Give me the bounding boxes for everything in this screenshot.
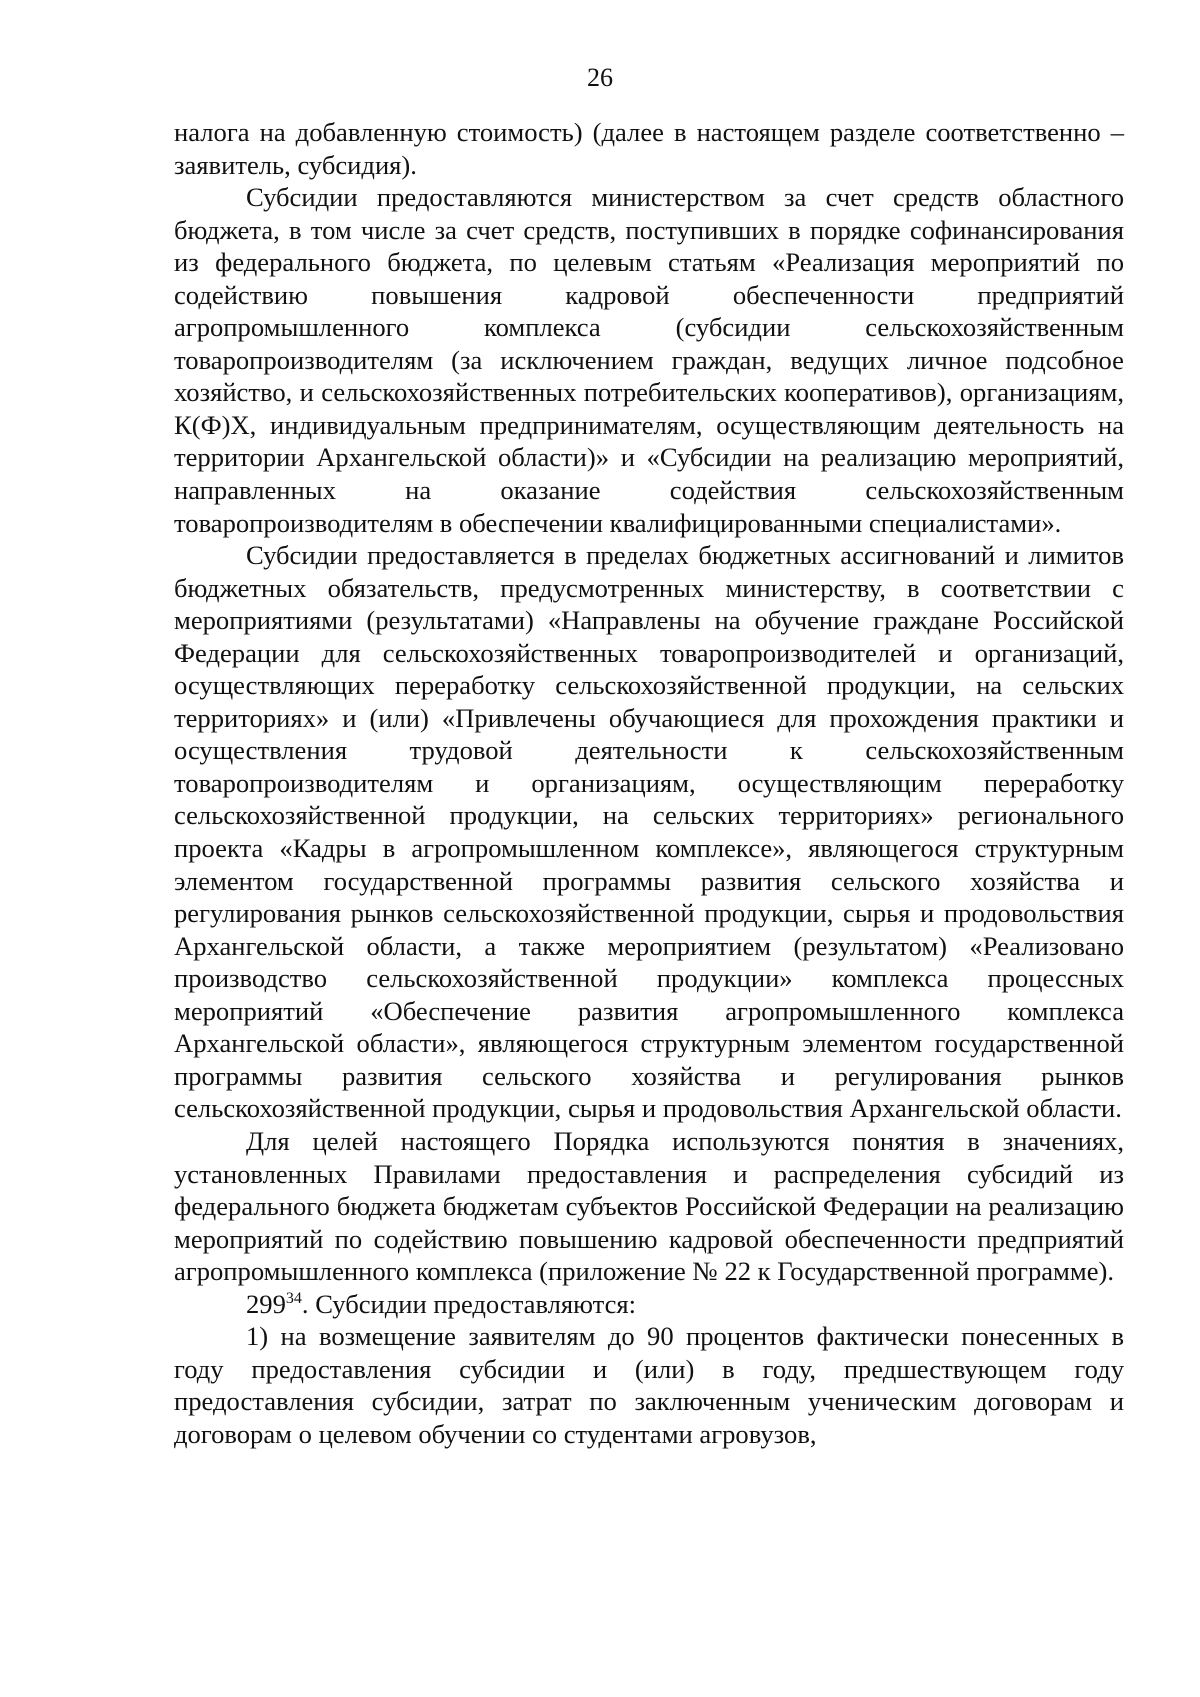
page-number: 26: [587, 63, 613, 92]
document-body: [174, 116, 1124, 1450]
paragraph-2: Субсидии предоставляются министерством за счет средств областного бюджета, в том числе за счет средств, поступивших в порядке софинансирования из федерального бюджета, по целевым статьям «Реализация мероприятий по содействию повышения кадровой обеспеченности предприятий агропромышленного комплекса (субсидии сельскохозяйственным товаропроизводителям (за исключением граждан, ведущих личное подсобное хозяйство, и сельскохозяйственных потребительских кооперативов), организациям, К(Ф)Х, индивидуальным предпринимателям, осуществляющим деятельность на территории Архангельской области)» и «Субсидии на реализацию мероприятий, направленных на оказание содействия сельскохозяйственным товаропроизводителям в обеспечении квалифицированными специалистами».: [174, 182, 1124, 538]
paragraph-3: Субсидии предоставляется в пределах бюджетных ассигнований и лимитов бюджетных обязательств, предусмотренных министерству, в соответствии с мероприятиями (результатами) «Направлены на обучение граждане Российской Федерации для сельскохозяйственных товаропроизводителей и организаций, осуществляющих переработку сельскохозяйственной продукции, на сельских территориях» и (или) «Привлечены обучающиеся для прохождения практики и осуществления трудовой деятельности к сельскохозяйственным товаропроизводителям и организациям, осуществляющим переработку сельскохозяйственной продукции, на сельских территориях» регионального проекта «Кадры в агропромышленном комплексе», являющегося структурным элементом государственной программы развития сельского хозяйства и регулирования рынков сельскохозяйственной продукции, сырья и продовольствия Архангельской области, а также мероприятием (результатом) «Реализовано производство сельскохозяйственной продукции» комплекса процессных мероприятий «Обеспечение развития агропромышленного комплекса Архангельской области», являющегося структурным элементом государственной программы развития сельского хозяйства и регулирования рынков сельскохозяйственной продукции, сырья и продовольствия Архангельской области.: [174, 540, 1124, 1124]
paragraph-1: налога на добавленную стоимость) (далее в настоящем разделе соответственно – заявитель, субсидия).: [174, 117, 1124, 180]
paragraph-4: Для целей настоящего Порядка используются понятия в значениях, установленных Правилами предоставления и распределения субсидий из федерального бюджета бюджетам субъектов Российской Федерации на реализацию мероприятий по содействию повышению кадровой обеспеченности предприятий агропромышленного комплекса (приложение № 22 к Государственной программе).: [174, 1125, 1124, 1287]
item-superscript: 34: [285, 1289, 302, 1307]
item-number: 299: [246, 1288, 286, 1319]
paragraph-item-299: [174, 1288, 1124, 1321]
paragraph-subitem-1: 1) на возмещение заявителям до 90 процентов фактически понесенных в году предоставления субсидии и (или) в году, предшествующем году предоставления субсидии, затрат по заключенным ученическим договорам и договорам о целевом обучении со студентами агровузов,: [174, 1321, 1124, 1449]
item-text: . Субсидии предоставляются:: [301, 1288, 637, 1319]
